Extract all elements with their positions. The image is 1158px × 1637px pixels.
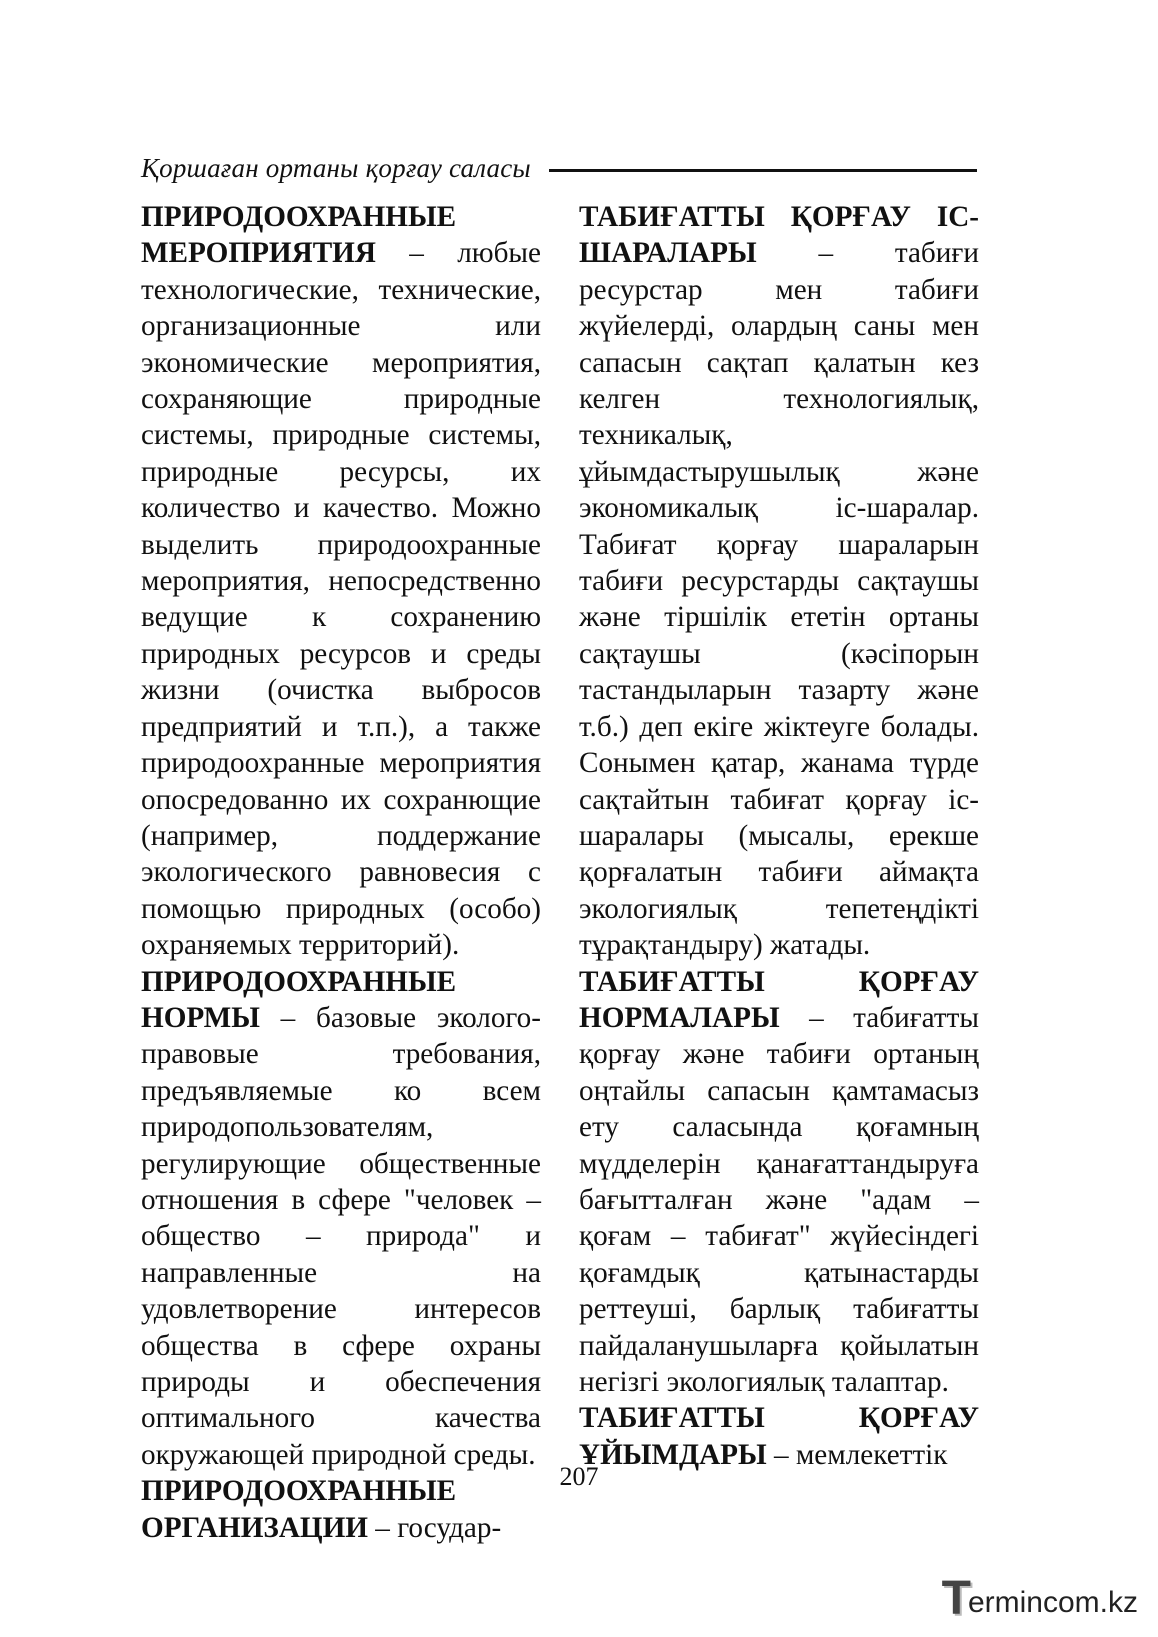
glossary-entry [141,199,541,964]
running-header [141,148,977,188]
header-rule [549,169,977,172]
entry-definition: – мемлекеттік [766,1438,948,1471]
entry-definition: – государ- [368,1511,502,1544]
entry-term: ТАБИҒАТТЫ ҚОРҒАУ ҰЙЫМДАРЫ [579,1402,979,1471]
entry-term: ПРИРОДООХРАННЫЕ НОРМЫ [141,965,457,1034]
right-column [579,199,979,1473]
site-watermark-logo [941,1572,1138,1625]
left-column [141,199,541,1546]
entry-term: ТАБИҒАТТЫ ҚОРҒАУ НОРМАЛАРЫ [579,965,979,1034]
entry-definition: – табиғи ресурстар мен табиғи жүйелерді, олардың саны мен сапасын сақтап қалатын кез келген технологиялық, техникалық, ұйымдастырушылық және экономикалық іс-шаралар. Табиғат қорғау шараларын табиғи ресурстарды сақтаушы және тіршілік ететін ортаны сақтаушы (кәсіпорын тастандыларын тазарту және т.б.) деп екіге жіктеуге болады. Сонымен қатар, жанама түрде сақтайтын табиғат қорғау іс-шаралары (мысалы, ерекше қорғалатын табиғи аймақта экологиялық тепетеңдікті тұрақтандыру) жатады. [579,237,979,962]
entry-definition: – базовые эколого-правовые требования, предъявляемые ко всем природопользователям, регулирующие общественные отношения в сфере "человек – общество – природа" и направленные на удовлетворение интересов общества в сфере охраны природы и обеспечения оптимального качества окружающей природной среды. [141,1001,541,1471]
entry-definition: – любые технологические, технические, организационные или экономические мероприятия, сохраняющие природные системы, природные системы, природные ресурсы, их количество и качество. Можно выделить природоохранные мероприятия, непосредственно ведущие к сохранению природных ресурсов и среды жизни (очистка выбросов предприятий и т.п.), а также природоохранные мероприятия опосредованно их сохранющие (например, поддержание экологического равновесия с помощью природных (особо) охраняемых территорий). [141,237,541,962]
glossary-entry [579,964,979,1401]
watermark-first-letter: T [941,1572,971,1625]
entry-term: ТАБИҒАТТЫ ҚОРҒАУ ІС-ШАРАЛАРЫ [579,201,979,270]
entry-term: ПРИРОДООХРАННЫЕ МЕРОПРИЯТИЯ [141,201,457,270]
watermark-text: ermincom.kz [967,1586,1138,1619]
entry-definition: – табиғатты қорғау және табиғи ортаның оңтайлы сапасын қамтамасыз ету саласында қоғамның мүдделерін қанағаттандыруға бағытталған және "адам – қоғам – табиғат" жүйесіндегі қоғамдық қатынастарды реттеуші, барлық табиғатты пайдаланушыларға қойылатын негізгі экологиялық талаптар. [579,1001,979,1398]
entry-term: ПРИРОДООХРАННЫЕ ОРГАНИЗАЦИИ [141,1475,457,1544]
page-number: 207 [559,1462,599,1491]
running-header-title: Қоршаған ортаны қорғау саласы [141,152,531,183]
glossary-entry [141,964,541,1474]
glossary-entry [579,199,979,964]
